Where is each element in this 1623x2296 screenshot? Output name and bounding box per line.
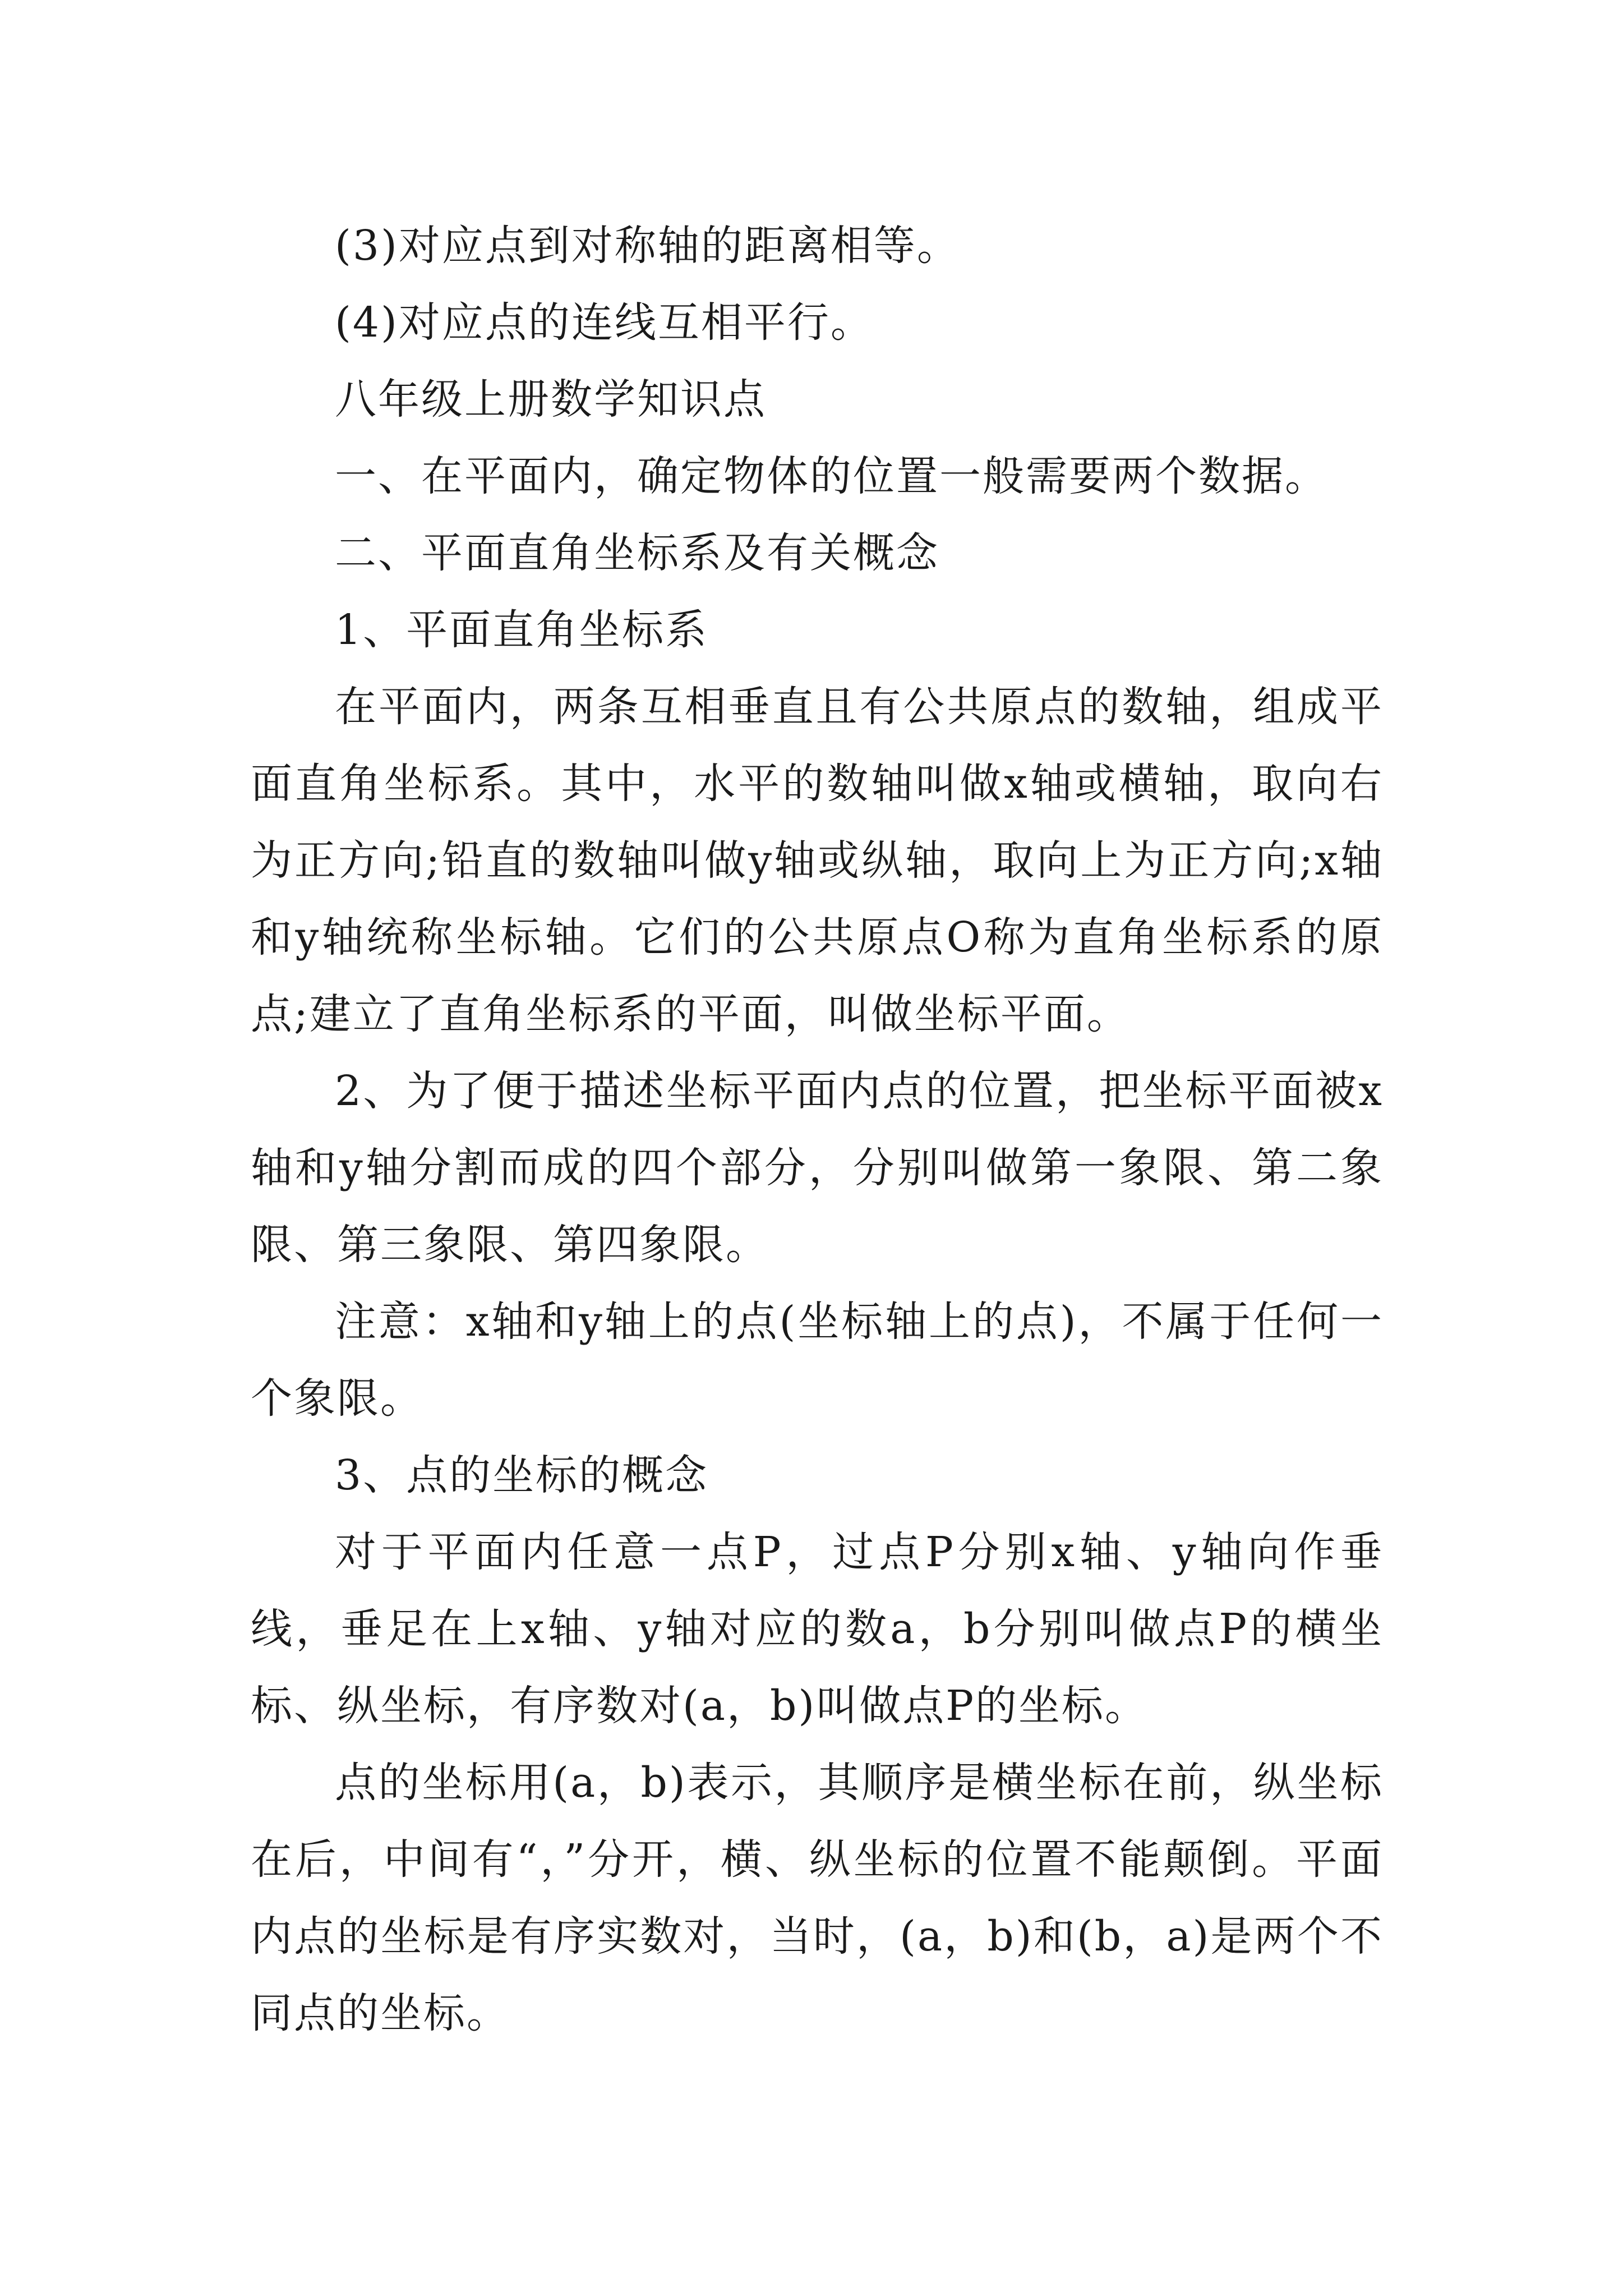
paragraph-point-coordinate-definition: 对于平面内任意一点P，过点P分别x轴、y轴向作垂线，垂足在上x轴、y轴对应的数a，b分别叫做点P的横坐标、纵坐标，有序数对(a，b)叫做点P的坐标。 <box>251 1528 1384 1730</box>
paragraph-quadrants: 2、为了便于描述坐标平面内点的位置，把坐标平面被x轴和y轴分割而成的四个部分，分别叫做第一象限、第二象限、第三象限、第四象限。 <box>251 1067 1384 1269</box>
paragraph-symmetry-distance: (3)对应点到对称轴的距离相等。 <box>335 222 960 270</box>
heading-point-coordinates: 3、点的坐标的概念 <box>335 1451 709 1499</box>
section-title: 八年级上册数学知识点 <box>335 375 767 424</box>
heading-cartesian-plane: 1、平面直角坐标系 <box>335 606 709 654</box>
paragraph-cartesian-definition: 在平面内，两条互相垂直且有公共原点的数轴，组成平面直角坐标系。其中，水平的数轴叫做x轴或横轴，取向右为正方向;铅直的数轴叫做y轴或纵轴，取向上为正方向;x轴和y轴统称坐标轴。它们的公共原点O称为直角坐标系的原点;建立了直角坐标系的平面，叫做坐标平面。 <box>251 683 1384 1038</box>
paragraph-symmetry-parallel: (4)对应点的连线互相平行。 <box>335 298 874 347</box>
paragraph-ordered-pair: 点的坐标用(a，b)表示，其顺序是横坐标在前，纵坐标在后，中间有“，”分开，横、纵坐标的位置不能颠倒。平面内点的坐标是有序实数对，当时，(a，b)和(b，a)是两个不同点的坐标。 <box>251 1759 1384 2037</box>
paragraph-position-data: 一、在平面内，确定物体的位置一般需要两个数据。 <box>335 452 1328 500</box>
heading-coordinate-system-concepts: 二、平面直角坐标系及有关概念 <box>335 529 939 577</box>
paragraph-axis-note: 注意：x轴和y轴上的点(坐标轴上的点)，不属于任何一个象限。 <box>251 1297 1384 1423</box>
document-body <box>251 208 1384 2052</box>
